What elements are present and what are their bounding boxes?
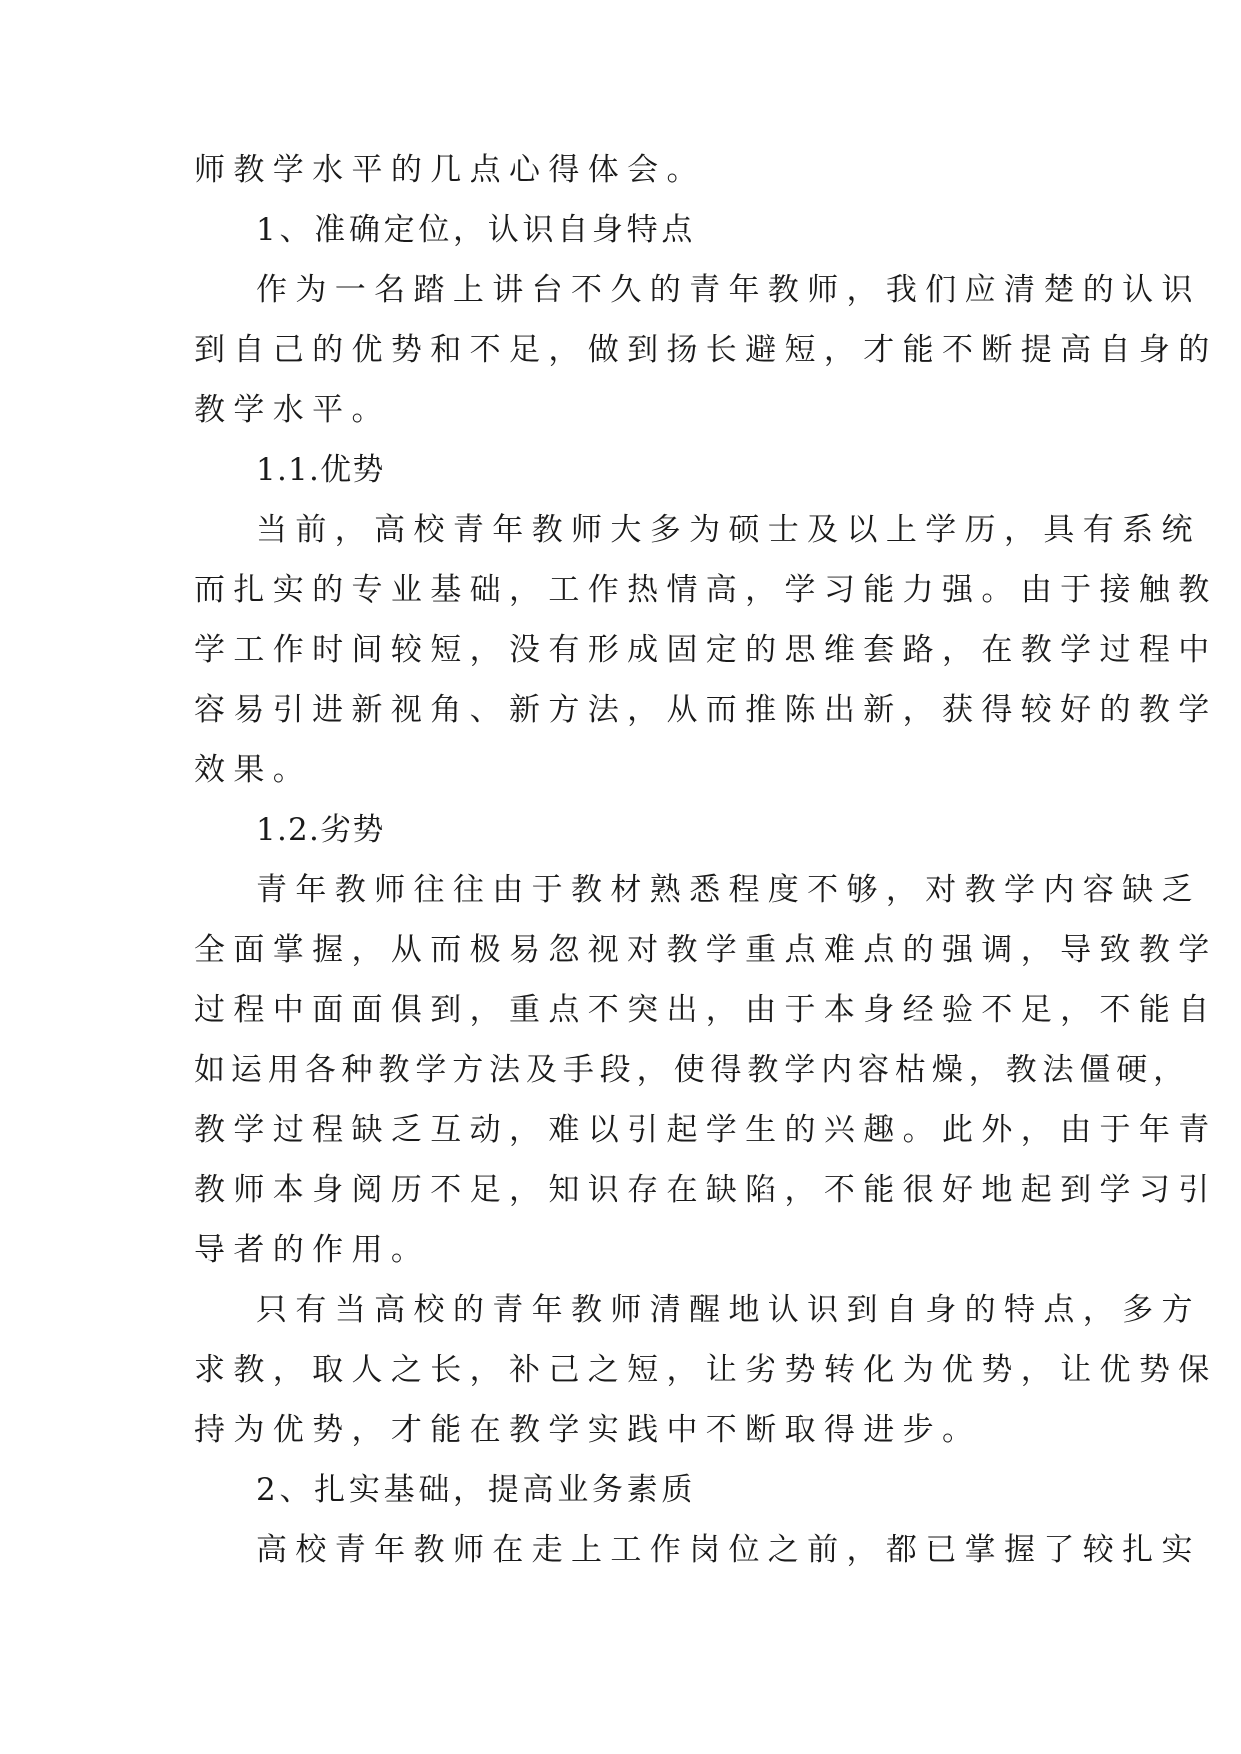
paragraph-line: 教学过程缺乏互动，难以引起学生的兴趣。此外，由于年青 [194,1112,1218,1148]
paragraph-line: 如运用各种教学方法及手段，使得教学内容枯燥，教法僵硬， [194,1052,1191,1088]
section-heading-2: 2、扎实基础，提高业务素质 [256,1472,697,1508]
paragraph-line: 持为优势，才能在教学实践中不断取得进步。 [194,1412,982,1448]
paragraph-line: 过程中面面俱到，重点不突出，由于本身经验不足，不能自 [194,992,1218,1028]
paragraph-line: 高校青年教师在走上工作岗位之前，都已掌握了较扎实 [256,1532,1201,1568]
paragraph-line: 学工作时间较短，没有形成固定的思维套路，在教学过程中 [194,632,1218,668]
paragraph-line: 求教，取人之长，补己之短，让劣势转化为优势，让优势保 [194,1352,1218,1388]
paragraph-line: 当前，高校青年教师大多为硕士及以上学历，具有系统 [256,512,1201,548]
paragraph-line: 容易引进新视角、新方法，从而推陈出新，获得较好的教学 [194,692,1218,728]
body-text-line: 师教学水平的几点心得体会。 [194,152,706,188]
paragraph-line: 导者的作用。 [194,1232,431,1268]
subsection-heading-1-1: 1.1.优势 [256,452,385,488]
subsection-heading-1-2: 1.2.劣势 [256,812,385,848]
paragraph-line: 教师本身阅历不足，知识存在缺陷，不能很好地起到学习引 [194,1172,1218,1208]
paragraph-line: 只有当高校的青年教师清醒地认识到自身的特点，多方 [256,1292,1201,1328]
paragraph-line: 效果。 [194,752,313,788]
paragraph-line: 而扎实的专业基础，工作热情高，学习能力强。由于接触教 [194,572,1218,608]
paragraph-line: 青年教师往往由于教材熟悉程度不够，对教学内容缺乏 [256,872,1201,908]
section-heading-1: 1、准确定位，认识自身特点 [256,212,697,248]
paragraph-line: 教学水平。 [194,392,391,428]
paragraph-line: 到自己的优势和不足，做到扬长避短，才能不断提高自身的 [194,332,1218,368]
paragraph-line: 作为一名踏上讲台不久的青年教师，我们应清楚的认识 [256,272,1201,308]
paragraph-line: 全面掌握，从而极易忽视对教学重点难点的强调，导致教学 [194,932,1218,968]
